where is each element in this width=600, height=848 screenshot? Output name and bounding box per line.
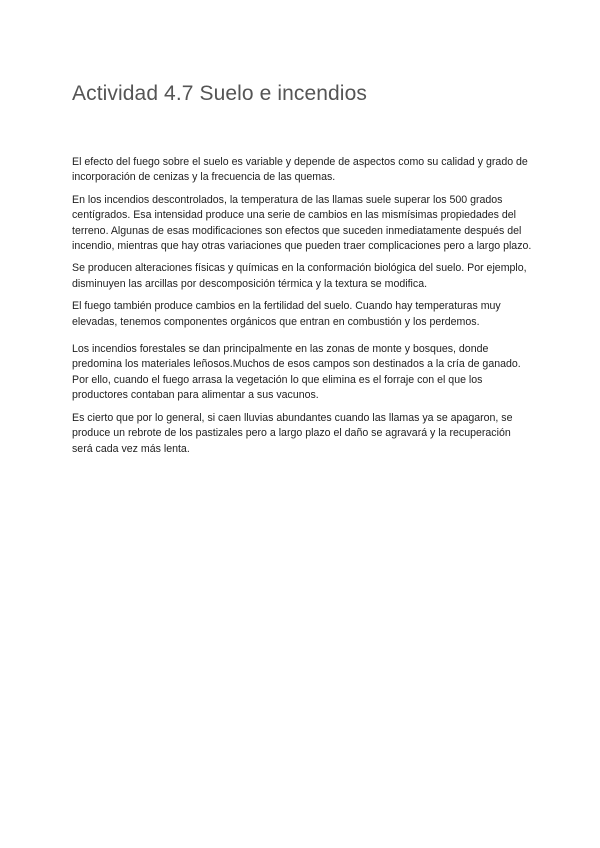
paragraph-4: El fuego también produce cambios en la fertilidad del suelo. Cuando hay temperaturas muy elevadas, tenemos componentes orgánicos que entran en combustión y los perdemos. — [72, 300, 501, 328]
paragraph-3: Se producen alteraciones físicas y químicas en la conformación biológica del suelo. Por ejemplo, disminuyen las arcillas por descomposición térmica y la textura se modifica. — [72, 262, 527, 290]
paragraph-2: En los incendios descontrolados, la temperatura de las llamas suele superar los 500 grados centígrados. Esa intensidad produce una serie de cambios en las mismísimas propiedades del terreno. Algunas de esas modificaciones son efectos que suceden inmediatamente después del incendio, mientras que hay otras variaciones que pueden traer complicaciones pero a largo plazo. — [72, 193, 532, 253]
document-title: Actividad 4.7 Suelo e incendios — [72, 82, 367, 105]
document-body — [72, 155, 534, 464]
paragraph-6: Es cierto que por lo general, si caen lluvias abundantes cuando las llamas ya se apagaron, se produce un rebrote de los pastizales pero a largo plazo el daño se agravará y la recuperación será cada vez más lenta. — [72, 411, 513, 455]
paragraph-5: Los incendios forestales se dan principalmente en las zonas de monte y bosques, donde predomina los materiales leñosos.Muchos de esos campos son destinados a la cría de ganado. Por ello, cuando el fuego arrasa la vegetación lo que elimina es el forraje con el que los productores contaban para alimentar a sus vacunos. — [72, 343, 521, 402]
paragraph-1: El efecto del fuego sobre el suelo es variable y depende de aspectos como su calidad y grado de incorporación de cenizas y la frecuencia de las quemas. — [72, 156, 528, 184]
